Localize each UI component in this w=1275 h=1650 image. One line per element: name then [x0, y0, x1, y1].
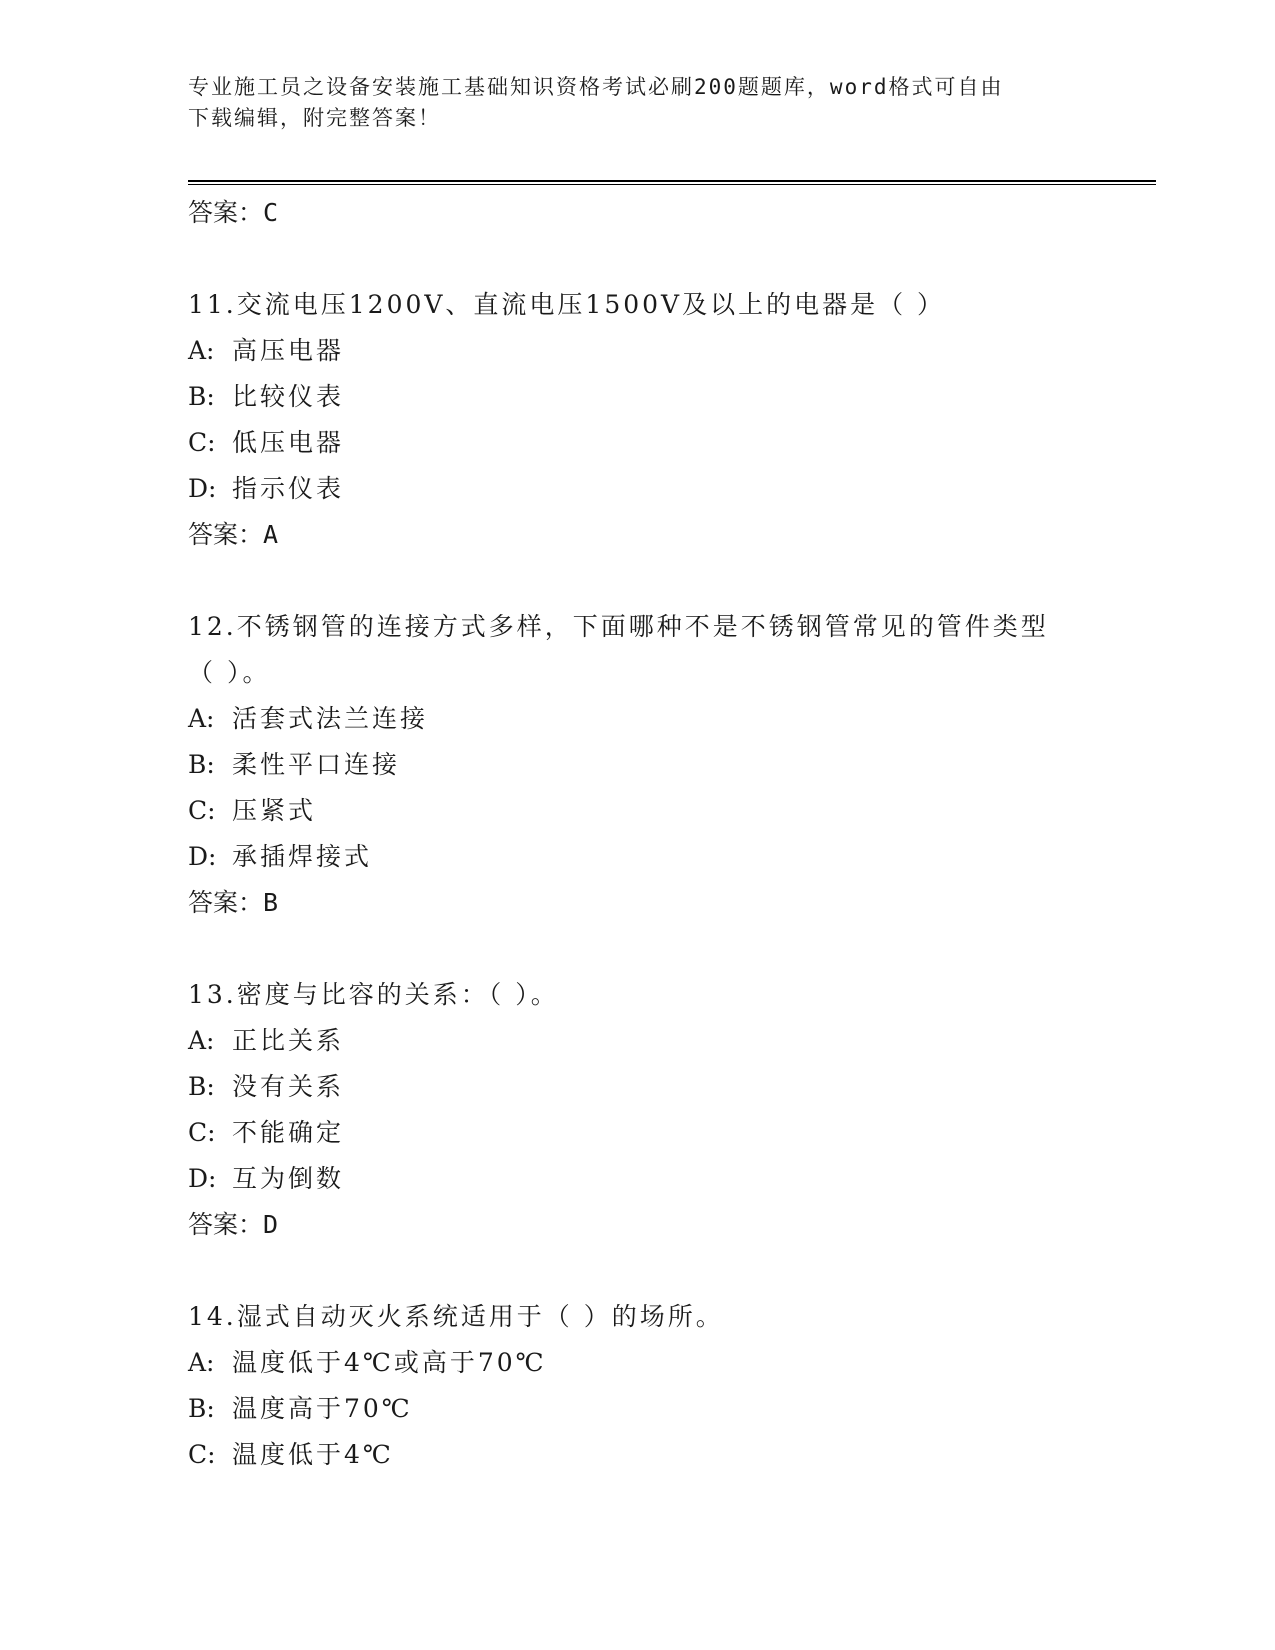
- option-text: 指示仪表: [232, 474, 345, 503]
- option-letter: C:: [188, 428, 216, 457]
- option-letter: B:: [188, 750, 215, 779]
- option-b: [188, 1064, 1138, 1110]
- option-letter: D:: [188, 1164, 217, 1193]
- question-stem: 14.湿式自动灭火系统适用于（ ）的场所。: [188, 1302, 724, 1331]
- option-text: 高压电器: [232, 336, 345, 365]
- option-d: [188, 466, 1138, 512]
- option-text: 正比关系: [232, 1026, 345, 1055]
- option-text: 压紧式: [232, 796, 317, 825]
- question-11: [188, 282, 1138, 558]
- header-divider-thin: [188, 184, 1156, 185]
- option-text: 承插焊接式: [232, 842, 373, 871]
- option-letter: A:: [188, 1026, 215, 1055]
- answer-line: 答案：C: [188, 198, 279, 227]
- option-letter: B:: [188, 1394, 215, 1423]
- answer-line: 答案：B: [188, 888, 279, 917]
- header-line-1: 专业施工员之设备安装施工基础知识资格考试必刷200题题库，word格式可自由: [188, 75, 1004, 99]
- option-a: [188, 1018, 1138, 1064]
- option-text: 没有关系: [232, 1072, 345, 1101]
- option-letter: B:: [188, 382, 215, 411]
- option-letter: A:: [188, 704, 215, 733]
- question-14: [188, 1294, 1138, 1478]
- option-letter: B:: [188, 1072, 215, 1101]
- header-line-2: 下载编辑，附完整答案！: [188, 106, 441, 130]
- option-letter: C:: [188, 796, 216, 825]
- option-a: [188, 1340, 1138, 1386]
- question-12: [188, 604, 1138, 926]
- option-text: 低压电器: [232, 428, 345, 457]
- header-divider-thick: [188, 180, 1156, 182]
- option-letter: D:: [188, 474, 217, 503]
- option-text: 温度高于70℃: [232, 1394, 413, 1423]
- option-text: 比较仪表: [232, 382, 345, 411]
- question-stem-continued: （ ）。: [188, 658, 271, 687]
- question-13: [188, 972, 1138, 1248]
- question-stem: 11.交流电压1200V、直流电压1500V及以上的电器是（ ）: [188, 290, 946, 319]
- option-letter: C:: [188, 1118, 216, 1147]
- option-letter: C:: [188, 1440, 216, 1469]
- option-letter: A:: [188, 1348, 215, 1377]
- option-text: 温度低于4℃或高于70℃: [232, 1348, 547, 1377]
- option-text: 温度低于4℃: [232, 1440, 394, 1469]
- option-a: [188, 696, 1138, 742]
- option-letter: D:: [188, 842, 217, 871]
- option-c: [188, 1432, 1138, 1478]
- option-d: [188, 1156, 1138, 1202]
- option-text: 互为倒数: [232, 1164, 345, 1193]
- question-stem: 13.密度与比容的关系：（ ）。: [188, 980, 559, 1009]
- option-letter: A:: [188, 336, 215, 365]
- option-a: [188, 328, 1138, 374]
- option-c: [188, 420, 1138, 466]
- option-d: [188, 834, 1138, 880]
- option-text: 活套式法兰连接: [232, 704, 429, 733]
- answer-line: 答案：D: [188, 1210, 279, 1239]
- question-list: [188, 190, 1138, 1478]
- answer-line: 答案：A: [188, 520, 279, 549]
- option-c: [188, 788, 1138, 834]
- option-c: [188, 1110, 1138, 1156]
- option-text: 不能确定: [232, 1118, 345, 1147]
- document-header: [188, 72, 1088, 134]
- option-b: [188, 1386, 1138, 1432]
- option-b: [188, 742, 1138, 788]
- question-stem: 12.不锈钢管的连接方式多样，下面哪种不是不锈钢管常见的管件类型: [188, 612, 1049, 641]
- option-text: 柔性平口连接: [232, 750, 401, 779]
- option-b: [188, 374, 1138, 420]
